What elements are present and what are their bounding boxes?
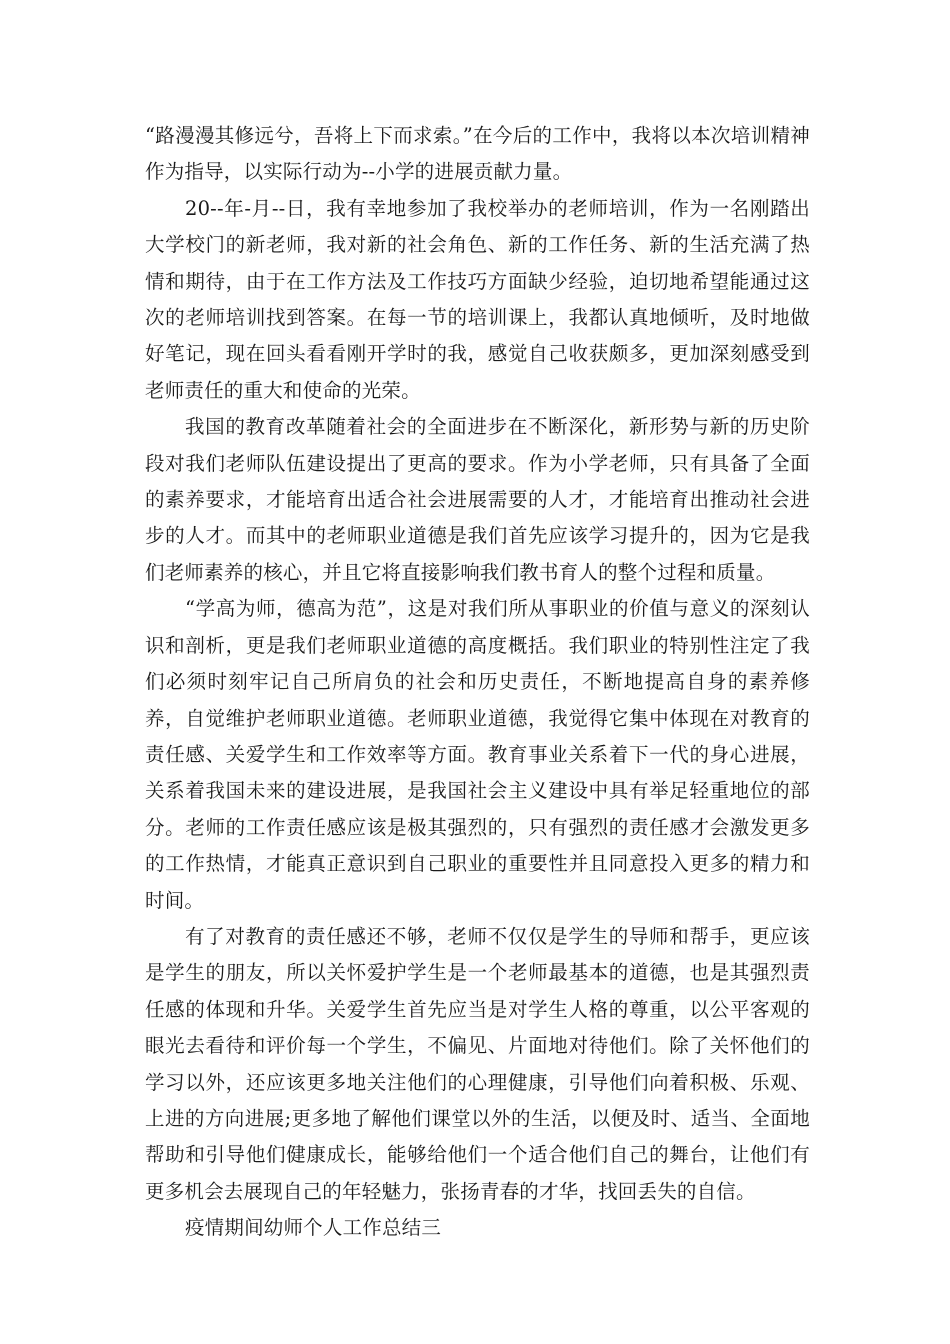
section-heading: 疫情期间幼师个人工作总结三 [184,1216,442,1240]
paragraph-2: 20--年-月--日，我有幸地参加了我校举办的老师培训，作为一名刚踏出大学校门的新老师，我对新的社会角色、新的工作任务、新的生活充满了热情和期待，由于在工作方法及工作技巧方面缺少经验，迫切地希望能通过这次的老师培训找到答案。在每一节的培训课上，我都认真地倾听，及时地做好笔记，现在回头看看刚开学时的我，感觉自己收获颇多，更加深刻感受到老师责任的重大和使命的光荣。 [145,196,810,402]
paragraph-3: 我国的教育改革随着社会的全面进步在不断深化，新形势与新的历史阶段对我们老师队伍建设提出了更高的要求。作为小学老师，只有具备了全面的素养要求，才能培育出适合社会进展需要的人才，才能培育出推动社会进步的人才。而其中的老师职业道德是我们首先应该学习提升的，因为它是我们老师素养的核心，并且它将直接影响我们教书育人的整个过程和质量。 [145,415,810,584]
paragraph-4: “学高为师，德高为范”，这是对我们所从事职业的价值与意义的深刻认识和剖析，更是我们老师职业道德的高度概括。我们职业的特别性注定了我们必须时刻牢记自己所肩负的社会和历史责任，不断地提高自身的素养修养，自觉维护老师职业道德。老师职业道德，我觉得它集中体现在对教育的责任感、关爱学生和工作效率等方面。教育事业关系着下一代的身心进展，关系着我国未来的建设进展，是我国社会主义建设中具有举足轻重地位的部分。老师的工作责任感应该是极其强烈的，只有强烈的责任感才会激发更多的工作热情，才能真正意识到自己职业的重要性并且同意投入更多的精力和时间。 [145,597,810,912]
paragraph-1: “路漫漫其修远兮，吾将上下而求索。”在今后的工作中，我将以本次培训精神作为指导，以实际行动为--小学的进展贡献力量。 [145,124,810,184]
paragraph-5: 有了对教育的责任感还不够，老师不仅仅是学生的导师和帮手，更应该是学生的朋友，所以关怀爱护学生是一个老师最基本的道德，也是其强烈责任感的体现和升华。关爱学生首先应当是对学生人格的尊重，以公平客观的眼光去看待和评价每一个学生，不偏见、片面地对待他们。除了关怀他们的学习以外，还应该更多地关注他们的心理健康，引导他们向着积极、乐观、上进的方向进展;更多地了解他们课堂以外的生活，以便及时、适当、全面地帮助和引导他们健康成长，能够给他们一个适合他们自己的舞台，让他们有更多机会去展现自己的年轻魅力，张扬青春的才华，找回丢失的自信。 [145,924,810,1203]
document-body [145,118,810,1247]
